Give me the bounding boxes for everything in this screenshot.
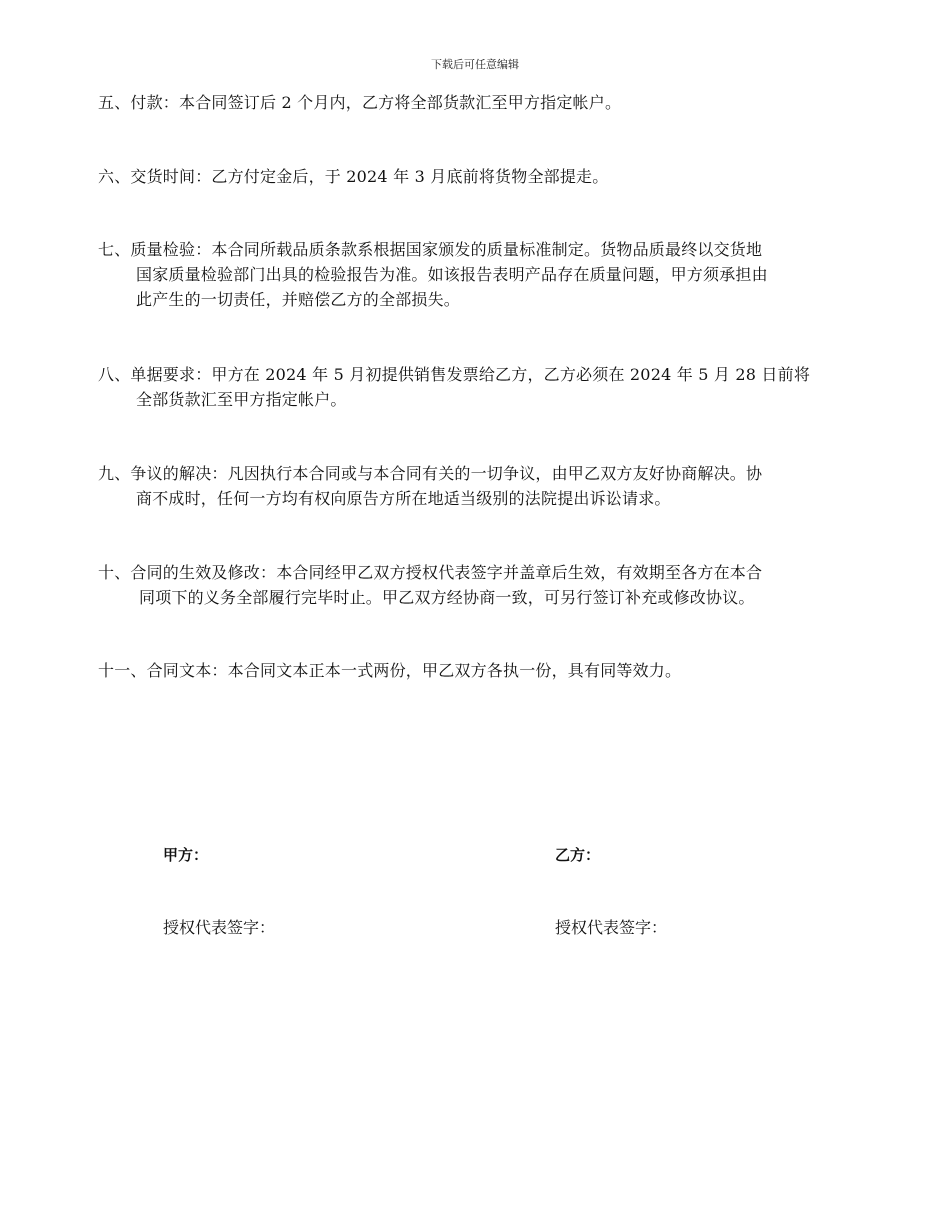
clause-line: 七、质量检验：本合同所载品质条款系根据国家颁发的质量标准制定。货物品质最终以交货地 [98,240,763,259]
clause-line: 同项下的义务全部履行完毕时止。甲乙双方经协商一致，可另行签订补充或修改协议。 [139,588,755,607]
clause-line: 此产生的一切责任，并赔偿乙方的全部损失。 [136,290,461,309]
clause-line: 全部货款汇至甲方指定帐户。 [136,390,347,409]
clause-line: 国家质量检验部门出具的检验报告为准。如该报告表明产品存在质量问题，甲方须承担由 [136,265,768,284]
clause-5-payment [98,90,866,115]
header-note: 下载后可任意编辑 [431,58,519,71]
clause-11-contract-text [98,658,866,683]
party-b-representative-signature: 授权代表签字： [555,918,668,937]
clause-line: 商不成时，任何一方均有权向原告方所在地适当级别的法院提出诉讼请求。 [136,489,671,508]
clause-10-effectiveness [98,560,866,610]
clause-6-delivery-time [98,164,866,189]
clause-line: 九、争议的解决：凡因执行本合同或与本合同有关的一切争议，由甲乙双方友好协商解决。协 [98,464,763,483]
party-b-label: 乙方： [555,846,601,864]
clause-7-quality-inspection [98,237,866,312]
clause-line: 八、单据要求：甲方在 2024 年 5 月初提供销售发票给乙方，乙方必须在 2024 年 5 月 28 日前将 [98,365,811,384]
clause-line: 十一、合同文本：本合同文本正本一式两份，甲乙双方各执一份，具有同等效力。 [98,661,682,680]
party-a-label: 甲方： [163,846,209,864]
clause-8-documents [98,362,866,412]
clause-line: 六、交货时间：乙方付定金后，于 2024 年 3 月底前将货物全部提走。 [98,167,609,186]
clause-9-disputes [98,461,866,511]
clause-line: 十、合同的生效及修改：本合同经甲乙双方授权代表签字并盖章后生效，有效期至各方在本合 [98,563,763,582]
clause-line: 五、付款：本合同签订后 2 个月内，乙方将全部货款汇至甲方指定帐户。 [98,93,622,112]
party-a-representative-signature: 授权代表签字： [163,918,276,937]
